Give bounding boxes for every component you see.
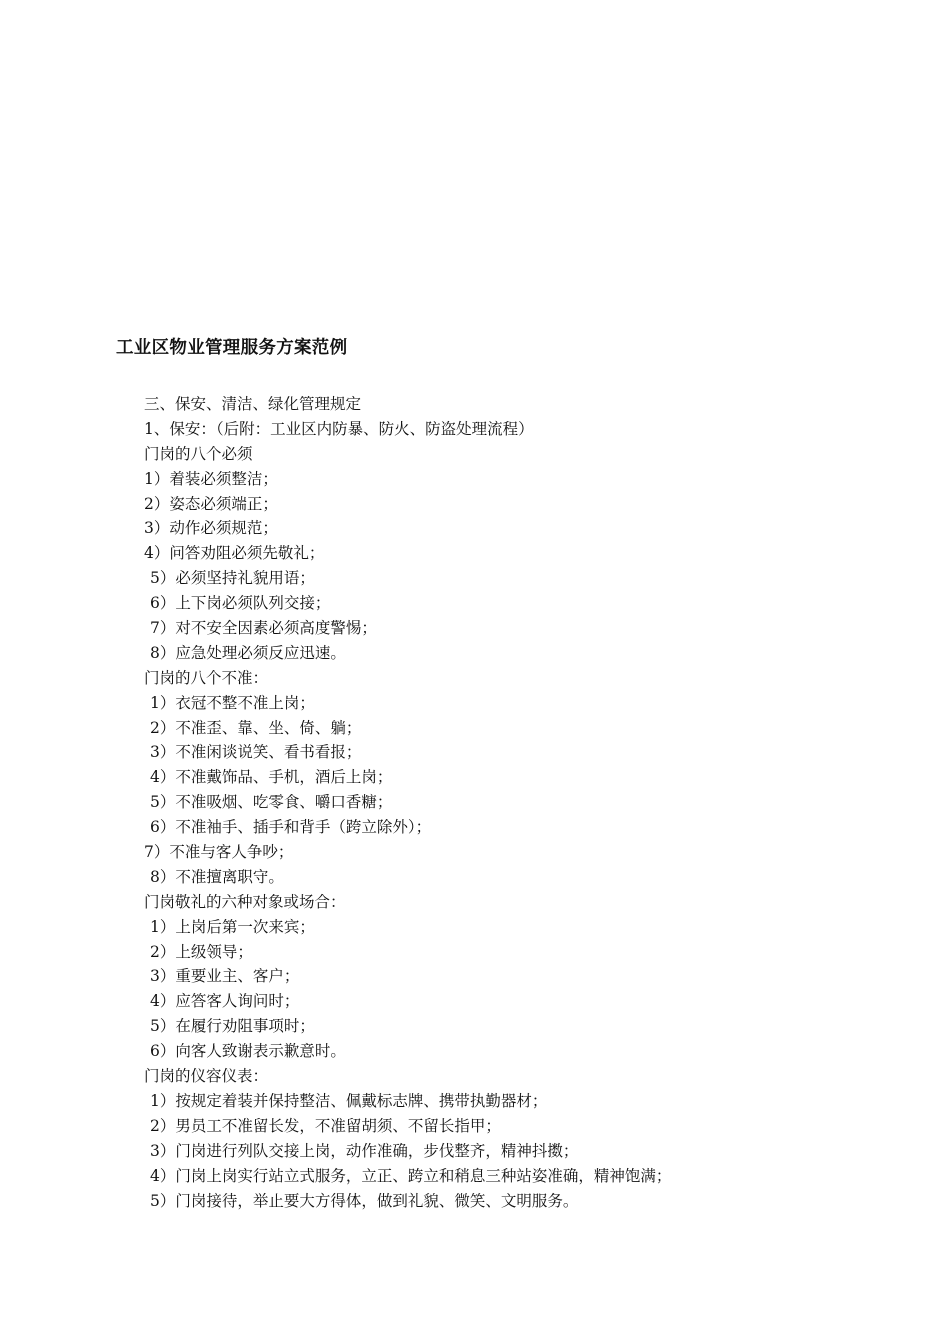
list-item: 7）对不安全因素必须高度警惕； [150, 619, 377, 638]
list-item: 4）门岗上岗实行站立式服务，立正、跨立和稍息三种站姿准确，精神饱满； [150, 1166, 672, 1185]
list-item: 4）问答劝阻必须先敬礼； [144, 544, 325, 563]
list-item: 2）上级领导； [150, 942, 253, 961]
group-heading: 门岗的八个不准： [144, 668, 269, 687]
list-item: 5）门岗接待，举止要大方得体，做到礼貌、微笑、文明服务。 [150, 1191, 579, 1210]
group-heading: 门岗敬礼的六种对象或场合： [144, 892, 346, 911]
group-heading: 门岗的仪容仪表： [144, 1067, 269, 1086]
list-item: 3）不准闲谈说笑、看书看报； [150, 743, 362, 762]
list-item: 4）应答客人询问时； [150, 992, 300, 1011]
list-item: 5）不准吸烟、吃零食、嚼口香糖； [150, 793, 393, 812]
document-title: 工业区物业管理服务方案范例 [116, 338, 348, 358]
list-item: 6）向客人致谢表示歉意时。 [150, 1042, 346, 1061]
list-item: 2）不准歪、靠、坐、倚、躺； [150, 718, 362, 737]
document-body [144, 392, 671, 1213]
list-item: 2）男员工不准留长发，不准留胡须、不留长指甲； [150, 1116, 501, 1135]
list-item: 8）不准擅离职守。 [150, 867, 284, 886]
list-item: 1）衣冠不整不准上岗； [150, 693, 315, 712]
list-item: 8）应急处理必须反应迅速。 [150, 643, 346, 662]
subsection-heading: 1、保安：（后附：工业区内防暴、防火、防盗处理流程） [144, 419, 534, 438]
list-item: 6）上下岗必须队列交接； [150, 594, 331, 613]
section-heading: 三、保安、清洁、绿化管理规定 [144, 395, 362, 413]
list-item: 1）按规定着装并保持整洁、佩戴标志牌、携带执勤器材； [150, 1091, 548, 1110]
list-item: 2）姿态必须端正； [144, 494, 278, 513]
list-item: 7）不准与客人争吵； [144, 843, 294, 862]
list-item: 1）着装必须整洁； [144, 469, 278, 488]
group-heading: 门岗的八个必须 [144, 444, 253, 463]
list-item: 3）动作必须规范； [144, 519, 278, 538]
list-item: 5）必须坚持礼貌用语； [150, 569, 315, 588]
list-item: 3）门岗进行列队交接上岗，动作准确，步伐整齐，精神抖擞； [150, 1141, 579, 1160]
list-item: 1）上岗后第一次来宾； [150, 917, 315, 936]
list-item: 5）在履行劝阻事项时； [150, 1017, 315, 1036]
list-item: 6）不准袖手、插手和背手（跨立除外）； [150, 818, 432, 837]
list-item: 4）不准戴饰品、手机，酒后上岗； [150, 768, 393, 787]
list-item: 3）重要业主、客户； [150, 967, 300, 986]
